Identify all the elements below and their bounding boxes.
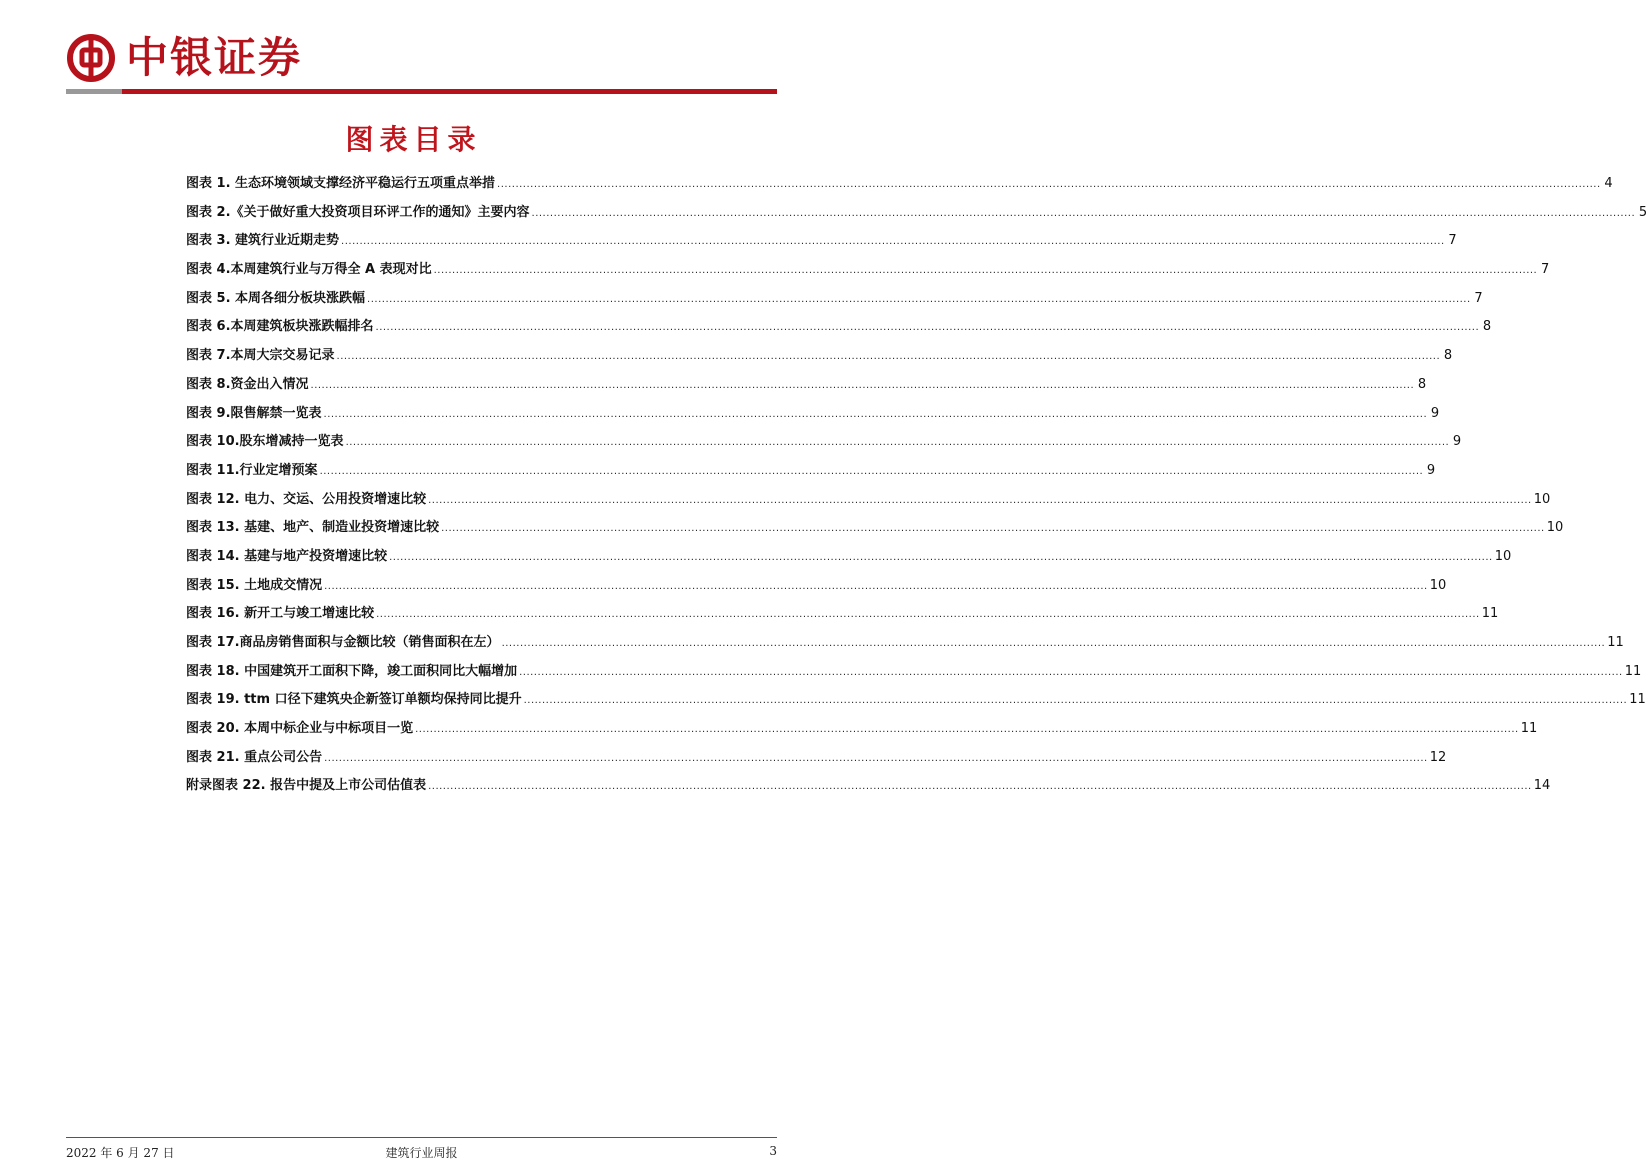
toc-leader-dots: ............................................................................................................................................................................................................................................................................................................ — [376, 609, 1480, 621]
toc-entry-page: 14 — [1533, 778, 1551, 794]
toc-entry[interactable] — [186, 256, 1550, 285]
toc-entry-page: 11 — [1520, 721, 1538, 737]
toc-entry[interactable] — [186, 772, 1551, 801]
toc-leader-dots: ............................................................................................................................................................................................................................................................................................................ — [375, 322, 1480, 334]
toc-entry-label: 图表 20. 本周中标企业与中标项目一览 — [186, 721, 414, 737]
toc-entry-label: 图表 8.资金出入情况 — [186, 376, 309, 392]
toc-leader-dots: ............................................................................................................................................................................................................................................................................................................ — [523, 695, 1628, 707]
toc-entry[interactable] — [186, 285, 1483, 314]
toc-entry[interactable] — [186, 227, 1457, 256]
toc-entry-label: 图表 19. ttm 口径下建筑央企新签订单额均保持同比提升 — [186, 692, 522, 708]
toc-entry-page: 8 — [1482, 319, 1492, 335]
footer-report-name: 建筑行业周报 — [385, 1146, 458, 1160]
toc-entry-label: 图表 14. 基建与地产投资增速比较 — [186, 548, 388, 564]
toc-entry[interactable] — [186, 428, 1462, 457]
toc-entry-label: 图表 11.行业定增预案 — [186, 462, 318, 478]
toc-entry[interactable] — [186, 514, 1564, 543]
toc-leader-dots: ............................................................................................................................................................................................................................................................................................................ — [519, 666, 1623, 678]
header-rule-gray — [66, 89, 122, 94]
toc-entry-page: 9 — [1426, 462, 1436, 478]
toc-leader-dots: ............................................................................................................................................................................................................................................................................................................ — [336, 351, 1441, 363]
toc-entry[interactable] — [186, 629, 1624, 658]
toc-entry[interactable] — [186, 715, 1538, 744]
toc-entry-page: 11 — [1481, 606, 1499, 622]
toc-entry-label: 图表 21. 重点公司公告 — [186, 749, 323, 765]
header-rule-red — [122, 89, 777, 94]
toc-leader-dots: ............................................................................................................................................................................................................................................................................................................ — [497, 179, 1601, 190]
toc-leader-dots: ............................................................................................................................................................................................................................................................................................................ — [341, 236, 1445, 248]
toc-leader-dots: ............................................................................................................................................................................................................................................................................................................ — [323, 408, 1428, 420]
toc-leader-dots: ............................................................................................................................................................................................................................................................................................................ — [433, 265, 1538, 277]
toc-entry-page: 10 — [1533, 491, 1551, 507]
brand-name: 中银证券 — [126, 33, 303, 82]
toc-leader-dots: ............................................................................................................................................................................................................................................................................................................ — [319, 465, 1424, 477]
toc-entry-page: 8 — [1417, 376, 1427, 392]
toc-leader-dots: ............................................................................................................................................................................................................................................................................................................ — [324, 580, 1428, 592]
toc-entry-page: 11 — [1607, 635, 1624, 650]
toc-entry[interactable] — [186, 600, 1499, 629]
toc-entry[interactable] — [186, 572, 1447, 601]
toc-entry-page: 9 — [1452, 434, 1462, 450]
toc-entry-label: 图表 17.商品房销售面积与金额比较（销售面积在左） — [186, 635, 500, 650]
toc-title: 图表目录 — [345, 123, 482, 156]
toc-entry-label: 图表 10.股东增减持一览表 — [186, 434, 344, 450]
toc-entry-label: 图表 2.《关于做好重大投资项目环评工作的通知》主要内容 — [186, 204, 530, 220]
toc-entry-page: 9 — [1430, 405, 1440, 421]
toc-entry-label: 图表 16. 新开工与竣工增速比较 — [186, 606, 375, 622]
toc-entry[interactable] — [186, 313, 1492, 342]
toc-entry[interactable] — [186, 686, 1646, 715]
toc-entry-page: 12 — [1429, 749, 1447, 765]
toc-entry-page: 7 — [1540, 262, 1550, 278]
toc-entry-label: 附录图表 22. 报告中提及上市公司估值表 — [186, 778, 427, 794]
toc-leader-dots: ............................................................................................................................................................................................................................................................................................................ — [415, 724, 1519, 736]
toc-entry-label: 图表 5. 本周各细分板块涨跌幅 — [186, 290, 366, 306]
toc-entry-page: 8 — [1443, 348, 1453, 364]
toc-entry[interactable] — [186, 400, 1440, 429]
toc-entry-page: 10 — [1546, 520, 1564, 536]
toc-entry-label: 图表 3. 建筑行业近期走势 — [186, 233, 340, 249]
footer-date: 2022 年 6 月 27 日 — [66, 1146, 175, 1160]
toc-leader-dots: ............................................................................................................................................................................................................................................................................................................ — [345, 437, 1450, 449]
toc-entry-label: 图表 12. 电力、交运、公用投资增速比较 — [186, 491, 427, 507]
toc-entry-label: 图表 4.本周建筑行业与万得全 A 表现对比 — [186, 262, 432, 278]
footer-page-number: 3 — [769, 1144, 777, 1158]
toc-leader-dots: ............................................................................................................................................................................................................................................................................................................ — [428, 494, 1532, 506]
toc-entry[interactable] — [186, 744, 1447, 773]
toc-entry[interactable] — [186, 457, 1436, 486]
toc-entry-page: 7 — [1448, 233, 1457, 249]
toc-entry-label: 图表 9.限售解禁一览表 — [186, 405, 322, 421]
toc-entry-page: 5 — [1638, 204, 1647, 220]
brand-logo — [66, 34, 302, 82]
toc-entry-label: 图表 15. 土地成交情况 — [186, 577, 323, 593]
toc-entry-page: 11 — [1629, 692, 1646, 708]
toc-leader-dots: ............................................................................................................................................................................................................................................................................................................ — [367, 293, 1471, 305]
toc-leader-dots: ............................................................................................................................................................................................................................................................................................................ — [428, 781, 1532, 793]
toc-entry-page: 4 — [1604, 176, 1613, 191]
toc-leader-dots: ............................................................................................................................................................................................................................................................................................................ — [389, 551, 1493, 563]
toc-entry[interactable] — [186, 170, 1613, 199]
toc-entry-label: 图表 7.本周大宗交易记录 — [186, 348, 335, 364]
toc-leader-dots: ............................................................................................................................................................................................................................................................................................................ — [324, 752, 1428, 764]
toc-entry-label: 图表 18. 中国建筑开工面积下降，竣工面积同比大幅增加 — [186, 663, 518, 679]
toc-entry[interactable] — [186, 199, 1647, 228]
toc-entry-label: 图表 13. 基建、地产、制造业投资增速比较 — [186, 520, 440, 536]
toc-list — [186, 170, 1647, 801]
toc-entry[interactable] — [186, 658, 1642, 687]
toc-entry[interactable] — [186, 342, 1453, 371]
toc-entry-label: 图表 1. 生态环境领域支撑经济平稳运行五项重点举措 — [186, 176, 496, 191]
toc-leader-dots: ............................................................................................................................................................................................................................................................................................................ — [310, 379, 1415, 391]
toc-entry-label: 图表 6.本周建筑板块涨跌幅排名 — [186, 319, 374, 335]
toc-entry-page: 7 — [1474, 290, 1483, 306]
toc-entry[interactable] — [186, 371, 1427, 400]
toc-entry-page: 10 — [1494, 548, 1512, 564]
toc-entry[interactable] — [186, 486, 1551, 515]
toc-entry[interactable] — [186, 543, 1512, 572]
toc-leader-dots: ............................................................................................................................................................................................................................................................................................................ — [531, 207, 1636, 219]
page-footer — [66, 1144, 777, 1162]
footer-rule — [66, 1137, 777, 1138]
toc-leader-dots: ............................................................................................................................................................................................................................................................................................................ — [501, 638, 1606, 649]
toc-leader-dots: ............................................................................................................................................................................................................................................................................................................ — [441, 523, 1545, 535]
bank-of-china-logo-icon — [66, 33, 116, 83]
toc-entry-page: 10 — [1429, 577, 1447, 593]
toc-entry-page: 11 — [1624, 663, 1642, 679]
